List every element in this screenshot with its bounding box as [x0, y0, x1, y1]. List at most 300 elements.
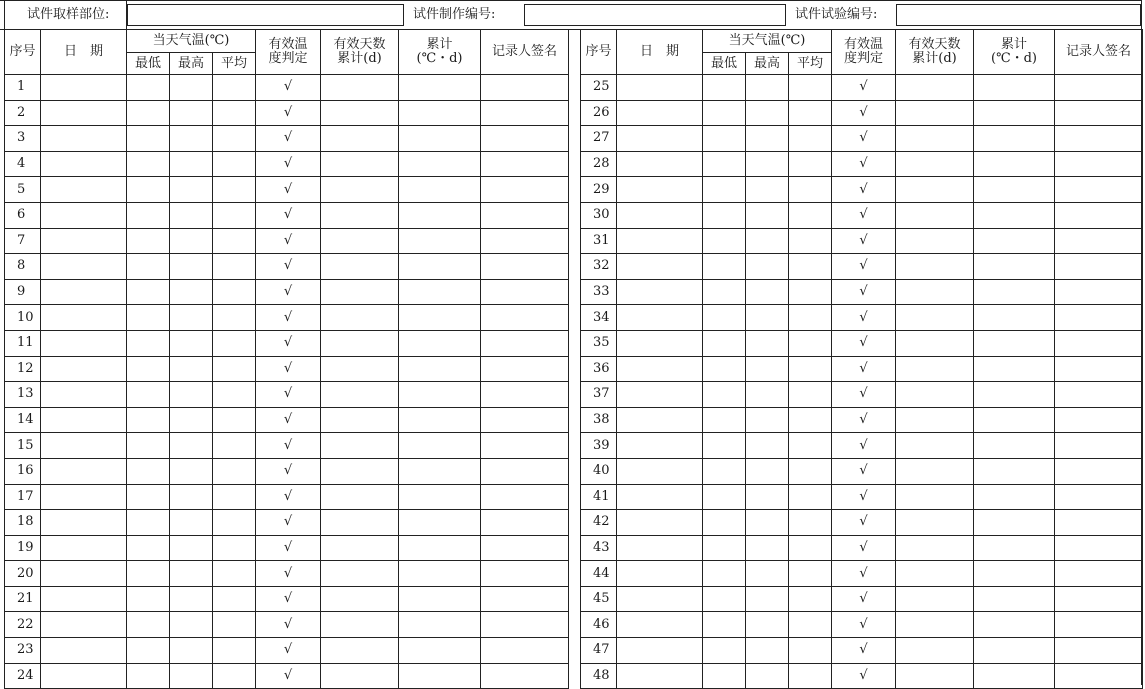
valid-days-cell[interactable] — [896, 151, 974, 177]
cumulative-cell[interactable] — [399, 254, 481, 280]
temp-min-cell[interactable] — [703, 254, 746, 280]
valid-days-cell[interactable] — [321, 202, 399, 228]
recorder-cell[interactable] — [481, 75, 569, 101]
temp-avg-cell[interactable] — [213, 279, 256, 305]
cumulative-cell[interactable] — [974, 458, 1055, 484]
temp-avg-cell[interactable] — [789, 535, 832, 561]
valid-days-cell[interactable] — [896, 202, 974, 228]
date-cell[interactable] — [41, 586, 127, 612]
recorder-cell[interactable] — [481, 561, 569, 587]
temp-min-cell[interactable] — [127, 356, 170, 382]
recorder-cell[interactable] — [1055, 254, 1143, 280]
temp-max-cell[interactable] — [170, 356, 213, 382]
temp-max-cell[interactable] — [170, 484, 213, 510]
date-cell[interactable] — [41, 202, 127, 228]
cumulative-cell[interactable] — [974, 407, 1055, 433]
temp-avg-cell[interactable] — [789, 75, 832, 101]
temp-max-cell[interactable] — [170, 202, 213, 228]
cumulative-cell[interactable] — [399, 382, 481, 408]
date-cell[interactable] — [41, 407, 127, 433]
valid-days-cell[interactable] — [321, 356, 399, 382]
cumulative-cell[interactable] — [974, 586, 1055, 612]
temp-max-cell[interactable] — [746, 561, 789, 587]
recorder-cell[interactable] — [1055, 100, 1143, 126]
cumulative-cell[interactable] — [974, 151, 1055, 177]
temp-min-cell[interactable] — [127, 561, 170, 587]
valid-days-cell[interactable] — [896, 612, 974, 638]
cumulative-cell[interactable] — [399, 407, 481, 433]
temp-max-cell[interactable] — [746, 330, 789, 356]
recorder-cell[interactable] — [481, 407, 569, 433]
temp-max-cell[interactable] — [170, 561, 213, 587]
temp-max-cell[interactable] — [170, 458, 213, 484]
valid-days-cell[interactable] — [321, 382, 399, 408]
temp-max-cell[interactable] — [170, 151, 213, 177]
recorder-cell[interactable] — [1055, 484, 1143, 510]
temp-min-cell[interactable] — [127, 305, 170, 331]
temp-avg-cell[interactable] — [213, 382, 256, 408]
valid-days-cell[interactable] — [896, 279, 974, 305]
temp-avg-cell[interactable] — [213, 407, 256, 433]
recorder-cell[interactable] — [481, 279, 569, 305]
temp-max-cell[interactable] — [170, 586, 213, 612]
temp-avg-cell[interactable] — [789, 330, 832, 356]
temp-max-cell[interactable] — [170, 126, 213, 152]
temp-min-cell[interactable] — [127, 126, 170, 152]
date-cell[interactable] — [41, 638, 127, 664]
valid-days-cell[interactable] — [321, 433, 399, 459]
temp-min-cell[interactable] — [127, 202, 170, 228]
recorder-cell[interactable] — [1055, 433, 1143, 459]
date-cell[interactable] — [617, 638, 703, 664]
date-cell[interactable] — [41, 484, 127, 510]
valid-days-cell[interactable] — [321, 177, 399, 203]
recorder-cell[interactable] — [1055, 75, 1143, 101]
date-cell[interactable] — [41, 279, 127, 305]
temp-min-cell[interactable] — [127, 535, 170, 561]
date-cell[interactable] — [617, 228, 703, 254]
valid-days-cell[interactable] — [896, 458, 974, 484]
cumulative-cell[interactable] — [974, 356, 1055, 382]
temp-avg-cell[interactable] — [789, 151, 832, 177]
recorder-cell[interactable] — [481, 202, 569, 228]
temp-min-cell[interactable] — [127, 100, 170, 126]
cumulative-cell[interactable] — [974, 100, 1055, 126]
cumulative-cell[interactable] — [974, 279, 1055, 305]
valid-days-cell[interactable] — [321, 510, 399, 536]
date-cell[interactable] — [41, 330, 127, 356]
cumulative-cell[interactable] — [974, 330, 1055, 356]
temp-max-cell[interactable] — [170, 254, 213, 280]
cumulative-cell[interactable] — [399, 126, 481, 152]
date-cell[interactable] — [41, 535, 127, 561]
recorder-cell[interactable] — [1055, 177, 1143, 203]
temp-min-cell[interactable] — [703, 305, 746, 331]
cumulative-cell[interactable] — [974, 510, 1055, 536]
temp-avg-cell[interactable] — [213, 75, 256, 101]
temp-max-cell[interactable] — [746, 586, 789, 612]
cumulative-cell[interactable] — [974, 535, 1055, 561]
temp-max-cell[interactable] — [746, 75, 789, 101]
valid-days-cell[interactable] — [896, 100, 974, 126]
valid-days-cell[interactable] — [321, 151, 399, 177]
valid-days-cell[interactable] — [896, 228, 974, 254]
date-cell[interactable] — [41, 151, 127, 177]
temp-min-cell[interactable] — [127, 458, 170, 484]
cumulative-cell[interactable] — [974, 75, 1055, 101]
temp-min-cell[interactable] — [703, 458, 746, 484]
cumulative-cell[interactable] — [974, 382, 1055, 408]
temp-avg-cell[interactable] — [789, 638, 832, 664]
temp-min-cell[interactable] — [703, 638, 746, 664]
temp-min-cell[interactable] — [703, 279, 746, 305]
date-cell[interactable] — [41, 126, 127, 152]
recorder-cell[interactable] — [1055, 382, 1143, 408]
temp-min-cell[interactable] — [127, 612, 170, 638]
date-cell[interactable] — [617, 458, 703, 484]
cumulative-cell[interactable] — [974, 177, 1055, 203]
valid-days-cell[interactable] — [321, 279, 399, 305]
temp-max-cell[interactable] — [746, 638, 789, 664]
date-cell[interactable] — [41, 612, 127, 638]
temp-min-cell[interactable] — [127, 433, 170, 459]
temp-avg-cell[interactable] — [789, 382, 832, 408]
temp-max-cell[interactable] — [746, 151, 789, 177]
temp-avg-cell[interactable] — [213, 561, 256, 587]
date-cell[interactable] — [617, 433, 703, 459]
temp-max-cell[interactable] — [746, 612, 789, 638]
temp-min-cell[interactable] — [703, 561, 746, 587]
temp-max-cell[interactable] — [746, 228, 789, 254]
date-cell[interactable] — [617, 279, 703, 305]
recorder-cell[interactable] — [1055, 407, 1143, 433]
temp-max-cell[interactable] — [170, 433, 213, 459]
temp-avg-cell[interactable] — [789, 356, 832, 382]
temp-avg-cell[interactable] — [213, 177, 256, 203]
temp-avg-cell[interactable] — [789, 586, 832, 612]
temp-min-cell[interactable] — [703, 382, 746, 408]
recorder-cell[interactable] — [481, 151, 569, 177]
temp-avg-cell[interactable] — [789, 305, 832, 331]
recorder-cell[interactable] — [1055, 612, 1143, 638]
valid-days-cell[interactable] — [896, 638, 974, 664]
valid-days-cell[interactable] — [896, 126, 974, 152]
temp-max-cell[interactable] — [746, 458, 789, 484]
recorder-cell[interactable] — [1055, 586, 1143, 612]
cumulative-cell[interactable] — [399, 458, 481, 484]
temp-min-cell[interactable] — [127, 279, 170, 305]
temp-min-cell[interactable] — [127, 510, 170, 536]
recorder-cell[interactable] — [1055, 356, 1143, 382]
recorder-cell[interactable] — [481, 330, 569, 356]
valid-days-cell[interactable] — [896, 382, 974, 408]
cumulative-cell[interactable] — [399, 586, 481, 612]
temp-max-cell[interactable] — [746, 484, 789, 510]
temp-min-cell[interactable] — [703, 228, 746, 254]
cumulative-cell[interactable] — [399, 202, 481, 228]
temp-avg-cell[interactable] — [789, 126, 832, 152]
cumulative-cell[interactable] — [974, 254, 1055, 280]
valid-days-cell[interactable] — [321, 561, 399, 587]
date-cell[interactable] — [617, 382, 703, 408]
recorder-cell[interactable] — [481, 433, 569, 459]
valid-days-cell[interactable] — [321, 638, 399, 664]
cumulative-cell[interactable] — [399, 177, 481, 203]
valid-days-cell[interactable] — [896, 433, 974, 459]
valid-days-cell[interactable] — [896, 254, 974, 280]
cumulative-cell[interactable] — [399, 510, 481, 536]
valid-days-cell[interactable] — [896, 330, 974, 356]
date-cell[interactable] — [617, 510, 703, 536]
valid-days-cell[interactable] — [321, 484, 399, 510]
valid-days-cell[interactable] — [896, 586, 974, 612]
recorder-cell[interactable] — [481, 484, 569, 510]
temp-avg-cell[interactable] — [789, 612, 832, 638]
temp-avg-cell[interactable] — [213, 535, 256, 561]
temp-min-cell[interactable] — [703, 126, 746, 152]
date-cell[interactable] — [617, 177, 703, 203]
temp-avg-cell[interactable] — [789, 407, 832, 433]
date-cell[interactable] — [617, 356, 703, 382]
temp-avg-cell[interactable] — [213, 151, 256, 177]
valid-days-cell[interactable] — [321, 612, 399, 638]
temp-min-cell[interactable] — [703, 356, 746, 382]
temp-min-cell[interactable] — [703, 75, 746, 101]
valid-days-cell[interactable] — [896, 535, 974, 561]
date-cell[interactable] — [41, 356, 127, 382]
temp-avg-cell[interactable] — [789, 510, 832, 536]
temp-min-cell[interactable] — [703, 407, 746, 433]
valid-days-cell[interactable] — [321, 75, 399, 101]
temp-min-cell[interactable] — [703, 100, 746, 126]
temp-max-cell[interactable] — [746, 126, 789, 152]
temp-max-cell[interactable] — [170, 75, 213, 101]
temp-avg-cell[interactable] — [213, 254, 256, 280]
recorder-cell[interactable] — [1055, 151, 1143, 177]
cumulative-cell[interactable] — [399, 433, 481, 459]
cumulative-cell[interactable] — [399, 638, 481, 664]
temp-max-cell[interactable] — [170, 382, 213, 408]
cumulative-cell[interactable] — [974, 612, 1055, 638]
temp-avg-cell[interactable] — [789, 561, 832, 587]
temp-min-cell[interactable] — [127, 330, 170, 356]
temp-max-cell[interactable] — [746, 202, 789, 228]
temp-avg-cell[interactable] — [213, 305, 256, 331]
temp-max-cell[interactable] — [170, 177, 213, 203]
temp-max-cell[interactable] — [746, 407, 789, 433]
valid-days-cell[interactable] — [321, 228, 399, 254]
temp-avg-cell[interactable] — [789, 279, 832, 305]
temp-min-cell[interactable] — [703, 330, 746, 356]
cumulative-cell[interactable] — [974, 561, 1055, 587]
temp-min-cell[interactable] — [703, 484, 746, 510]
temp-max-cell[interactable] — [170, 279, 213, 305]
date-cell[interactable] — [617, 330, 703, 356]
temp-min-cell[interactable] — [127, 407, 170, 433]
date-cell[interactable] — [617, 407, 703, 433]
temp-max-cell[interactable] — [746, 356, 789, 382]
cumulative-cell[interactable] — [399, 151, 481, 177]
temp-max-cell[interactable] — [746, 254, 789, 280]
temp-max-cell[interactable] — [170, 100, 213, 126]
valid-days-cell[interactable] — [896, 177, 974, 203]
recorder-cell[interactable] — [481, 356, 569, 382]
valid-days-cell[interactable] — [321, 586, 399, 612]
temp-avg-cell[interactable] — [789, 177, 832, 203]
temp-avg-cell[interactable] — [213, 100, 256, 126]
cumulative-cell[interactable] — [974, 126, 1055, 152]
temp-max-cell[interactable] — [746, 100, 789, 126]
temp-max-cell[interactable] — [170, 535, 213, 561]
temp-avg-cell[interactable] — [789, 228, 832, 254]
valid-days-cell[interactable] — [896, 510, 974, 536]
cumulative-cell[interactable] — [399, 612, 481, 638]
temp-min-cell[interactable] — [703, 586, 746, 612]
recorder-cell[interactable] — [481, 586, 569, 612]
date-cell[interactable] — [617, 484, 703, 510]
temp-avg-cell[interactable] — [213, 612, 256, 638]
date-cell[interactable] — [617, 305, 703, 331]
temp-avg-cell[interactable] — [213, 126, 256, 152]
cumulative-cell[interactable] — [974, 228, 1055, 254]
temp-min-cell[interactable] — [127, 177, 170, 203]
cumulative-cell[interactable] — [399, 305, 481, 331]
date-cell[interactable] — [41, 177, 127, 203]
date-cell[interactable] — [617, 202, 703, 228]
valid-days-cell[interactable] — [321, 254, 399, 280]
temp-max-cell[interactable] — [746, 305, 789, 331]
recorder-cell[interactable] — [1055, 561, 1143, 587]
cumulative-cell[interactable] — [399, 228, 481, 254]
valid-days-cell[interactable] — [321, 407, 399, 433]
date-cell[interactable] — [41, 228, 127, 254]
cumulative-cell[interactable] — [399, 484, 481, 510]
temp-max-cell[interactable] — [746, 382, 789, 408]
cumulative-cell[interactable] — [974, 433, 1055, 459]
date-cell[interactable] — [41, 75, 127, 101]
valid-days-cell[interactable] — [896, 484, 974, 510]
recorder-cell[interactable] — [1055, 638, 1143, 664]
recorder-cell[interactable] — [481, 305, 569, 331]
date-cell[interactable] — [617, 75, 703, 101]
recorder-cell[interactable] — [481, 228, 569, 254]
temp-min-cell[interactable] — [703, 612, 746, 638]
valid-days-cell[interactable] — [321, 305, 399, 331]
temp-max-cell[interactable] — [170, 638, 213, 664]
date-cell[interactable] — [617, 612, 703, 638]
temp-max-cell[interactable] — [746, 177, 789, 203]
date-cell[interactable] — [41, 305, 127, 331]
recorder-cell[interactable] — [481, 638, 569, 664]
cumulative-cell[interactable] — [399, 100, 481, 126]
temp-max-cell[interactable] — [746, 510, 789, 536]
date-cell[interactable] — [41, 510, 127, 536]
temp-max-cell[interactable] — [170, 407, 213, 433]
temp-avg-cell[interactable] — [213, 228, 256, 254]
temp-min-cell[interactable] — [127, 638, 170, 664]
valid-days-cell[interactable] — [896, 407, 974, 433]
date-cell[interactable] — [41, 100, 127, 126]
sample-location-field[interactable] — [127, 4, 404, 26]
temp-min-cell[interactable] — [127, 484, 170, 510]
recorder-cell[interactable] — [481, 177, 569, 203]
cumulative-cell[interactable] — [399, 330, 481, 356]
temp-avg-cell[interactable] — [789, 202, 832, 228]
temp-avg-cell[interactable] — [789, 254, 832, 280]
temp-avg-cell[interactable] — [789, 100, 832, 126]
temp-min-cell[interactable] — [703, 510, 746, 536]
temp-avg-cell[interactable] — [213, 330, 256, 356]
temp-min-cell[interactable] — [127, 254, 170, 280]
temp-min-cell[interactable] — [703, 151, 746, 177]
recorder-cell[interactable] — [481, 612, 569, 638]
temp-avg-cell[interactable] — [213, 458, 256, 484]
valid-days-cell[interactable] — [321, 100, 399, 126]
date-cell[interactable] — [41, 561, 127, 587]
date-cell[interactable] — [617, 100, 703, 126]
valid-days-cell[interactable] — [321, 458, 399, 484]
recorder-cell[interactable] — [481, 510, 569, 536]
recorder-cell[interactable] — [1055, 535, 1143, 561]
temp-min-cell[interactable] — [127, 151, 170, 177]
valid-days-cell[interactable] — [896, 561, 974, 587]
temp-min-cell[interactable] — [127, 228, 170, 254]
date-cell[interactable] — [617, 126, 703, 152]
cumulative-cell[interactable] — [399, 561, 481, 587]
date-cell[interactable] — [41, 458, 127, 484]
recorder-cell[interactable] — [481, 535, 569, 561]
recorder-cell[interactable] — [481, 458, 569, 484]
cumulative-cell[interactable] — [399, 356, 481, 382]
temp-avg-cell[interactable] — [213, 586, 256, 612]
date-cell[interactable] — [41, 433, 127, 459]
cumulative-cell[interactable] — [974, 484, 1055, 510]
cumulative-cell[interactable] — [399, 75, 481, 101]
date-cell[interactable] — [41, 382, 127, 408]
test-id-field[interactable] — [896, 4, 1141, 26]
date-cell[interactable] — [617, 535, 703, 561]
valid-days-cell[interactable] — [896, 75, 974, 101]
temp-max-cell[interactable] — [170, 228, 213, 254]
temp-max-cell[interactable] — [170, 330, 213, 356]
recorder-cell[interactable] — [1055, 126, 1143, 152]
temp-min-cell[interactable] — [127, 75, 170, 101]
recorder-cell[interactable] — [1055, 305, 1143, 331]
temp-avg-cell[interactable] — [213, 638, 256, 664]
valid-days-cell[interactable] — [321, 126, 399, 152]
temp-min-cell[interactable] — [703, 202, 746, 228]
date-cell[interactable] — [41, 254, 127, 280]
temp-min-cell[interactable] — [127, 586, 170, 612]
recorder-cell[interactable] — [1055, 228, 1143, 254]
temp-avg-cell[interactable] — [213, 510, 256, 536]
temp-avg-cell[interactable] — [789, 433, 832, 459]
temp-avg-cell[interactable] — [213, 484, 256, 510]
recorder-cell[interactable] — [1055, 279, 1143, 305]
cumulative-cell[interactable] — [974, 305, 1055, 331]
valid-days-cell[interactable] — [896, 305, 974, 331]
cumulative-cell[interactable] — [974, 638, 1055, 664]
recorder-cell[interactable] — [1055, 330, 1143, 356]
cumulative-cell[interactable] — [974, 202, 1055, 228]
temp-max-cell[interactable] — [746, 279, 789, 305]
temp-min-cell[interactable] — [127, 382, 170, 408]
date-cell[interactable] — [617, 151, 703, 177]
cumulative-cell[interactable] — [399, 279, 481, 305]
recorder-cell[interactable] — [1055, 510, 1143, 536]
date-cell[interactable] — [617, 561, 703, 587]
valid-days-cell[interactable] — [321, 535, 399, 561]
